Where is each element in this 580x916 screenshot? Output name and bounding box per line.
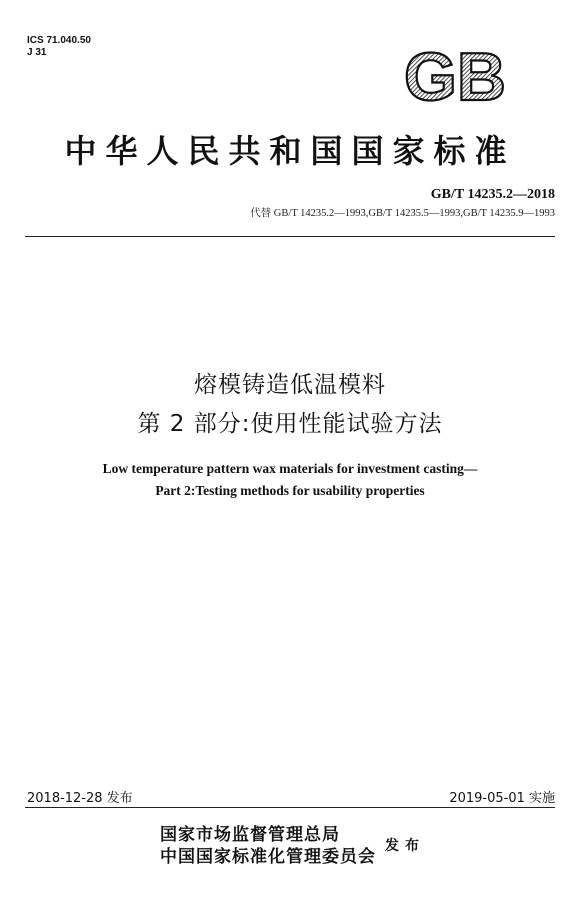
title-zh-line2: 第 2 部分:使用性能试验方法 (137, 411, 443, 437)
replaces-line: 代替 GB/T 14235.2—1993,GB/T 14235.5—1993,GB/T 14235.9—1993 (250, 208, 555, 219)
implementation-date: 2019-05-01 实施 (449, 791, 555, 806)
gb-logo-text: GB (404, 44, 506, 106)
publish-date: 2018-12-28 发布 (27, 791, 133, 806)
issuer-line1: 国家市场监督管理总局 (160, 825, 340, 845)
standard-number: GB/T 14235.2—2018 (430, 187, 555, 202)
title-zh-line1: 熔模铸造低温模料 (194, 372, 386, 398)
header-divider (25, 236, 555, 237)
ccs-code: J 31 (27, 47, 47, 58)
title-en-line2: Part 2:Testing methods for usability properties (155, 483, 425, 498)
issuer-action: 发布 (385, 838, 425, 854)
standard-type-title: 中华人民共和国国家标准 (64, 132, 516, 170)
issuer-block (160, 824, 376, 868)
issuer-line2: 中国国家标准化管理委员会 (160, 847, 376, 867)
title-en-line1: Low temperature pattern wax materials for investment casting— (102, 461, 478, 476)
gb-logo (388, 44, 523, 106)
footer-divider (25, 807, 555, 808)
ics-block (27, 35, 91, 59)
ics-code: ICS 71.040.50 (27, 35, 91, 46)
